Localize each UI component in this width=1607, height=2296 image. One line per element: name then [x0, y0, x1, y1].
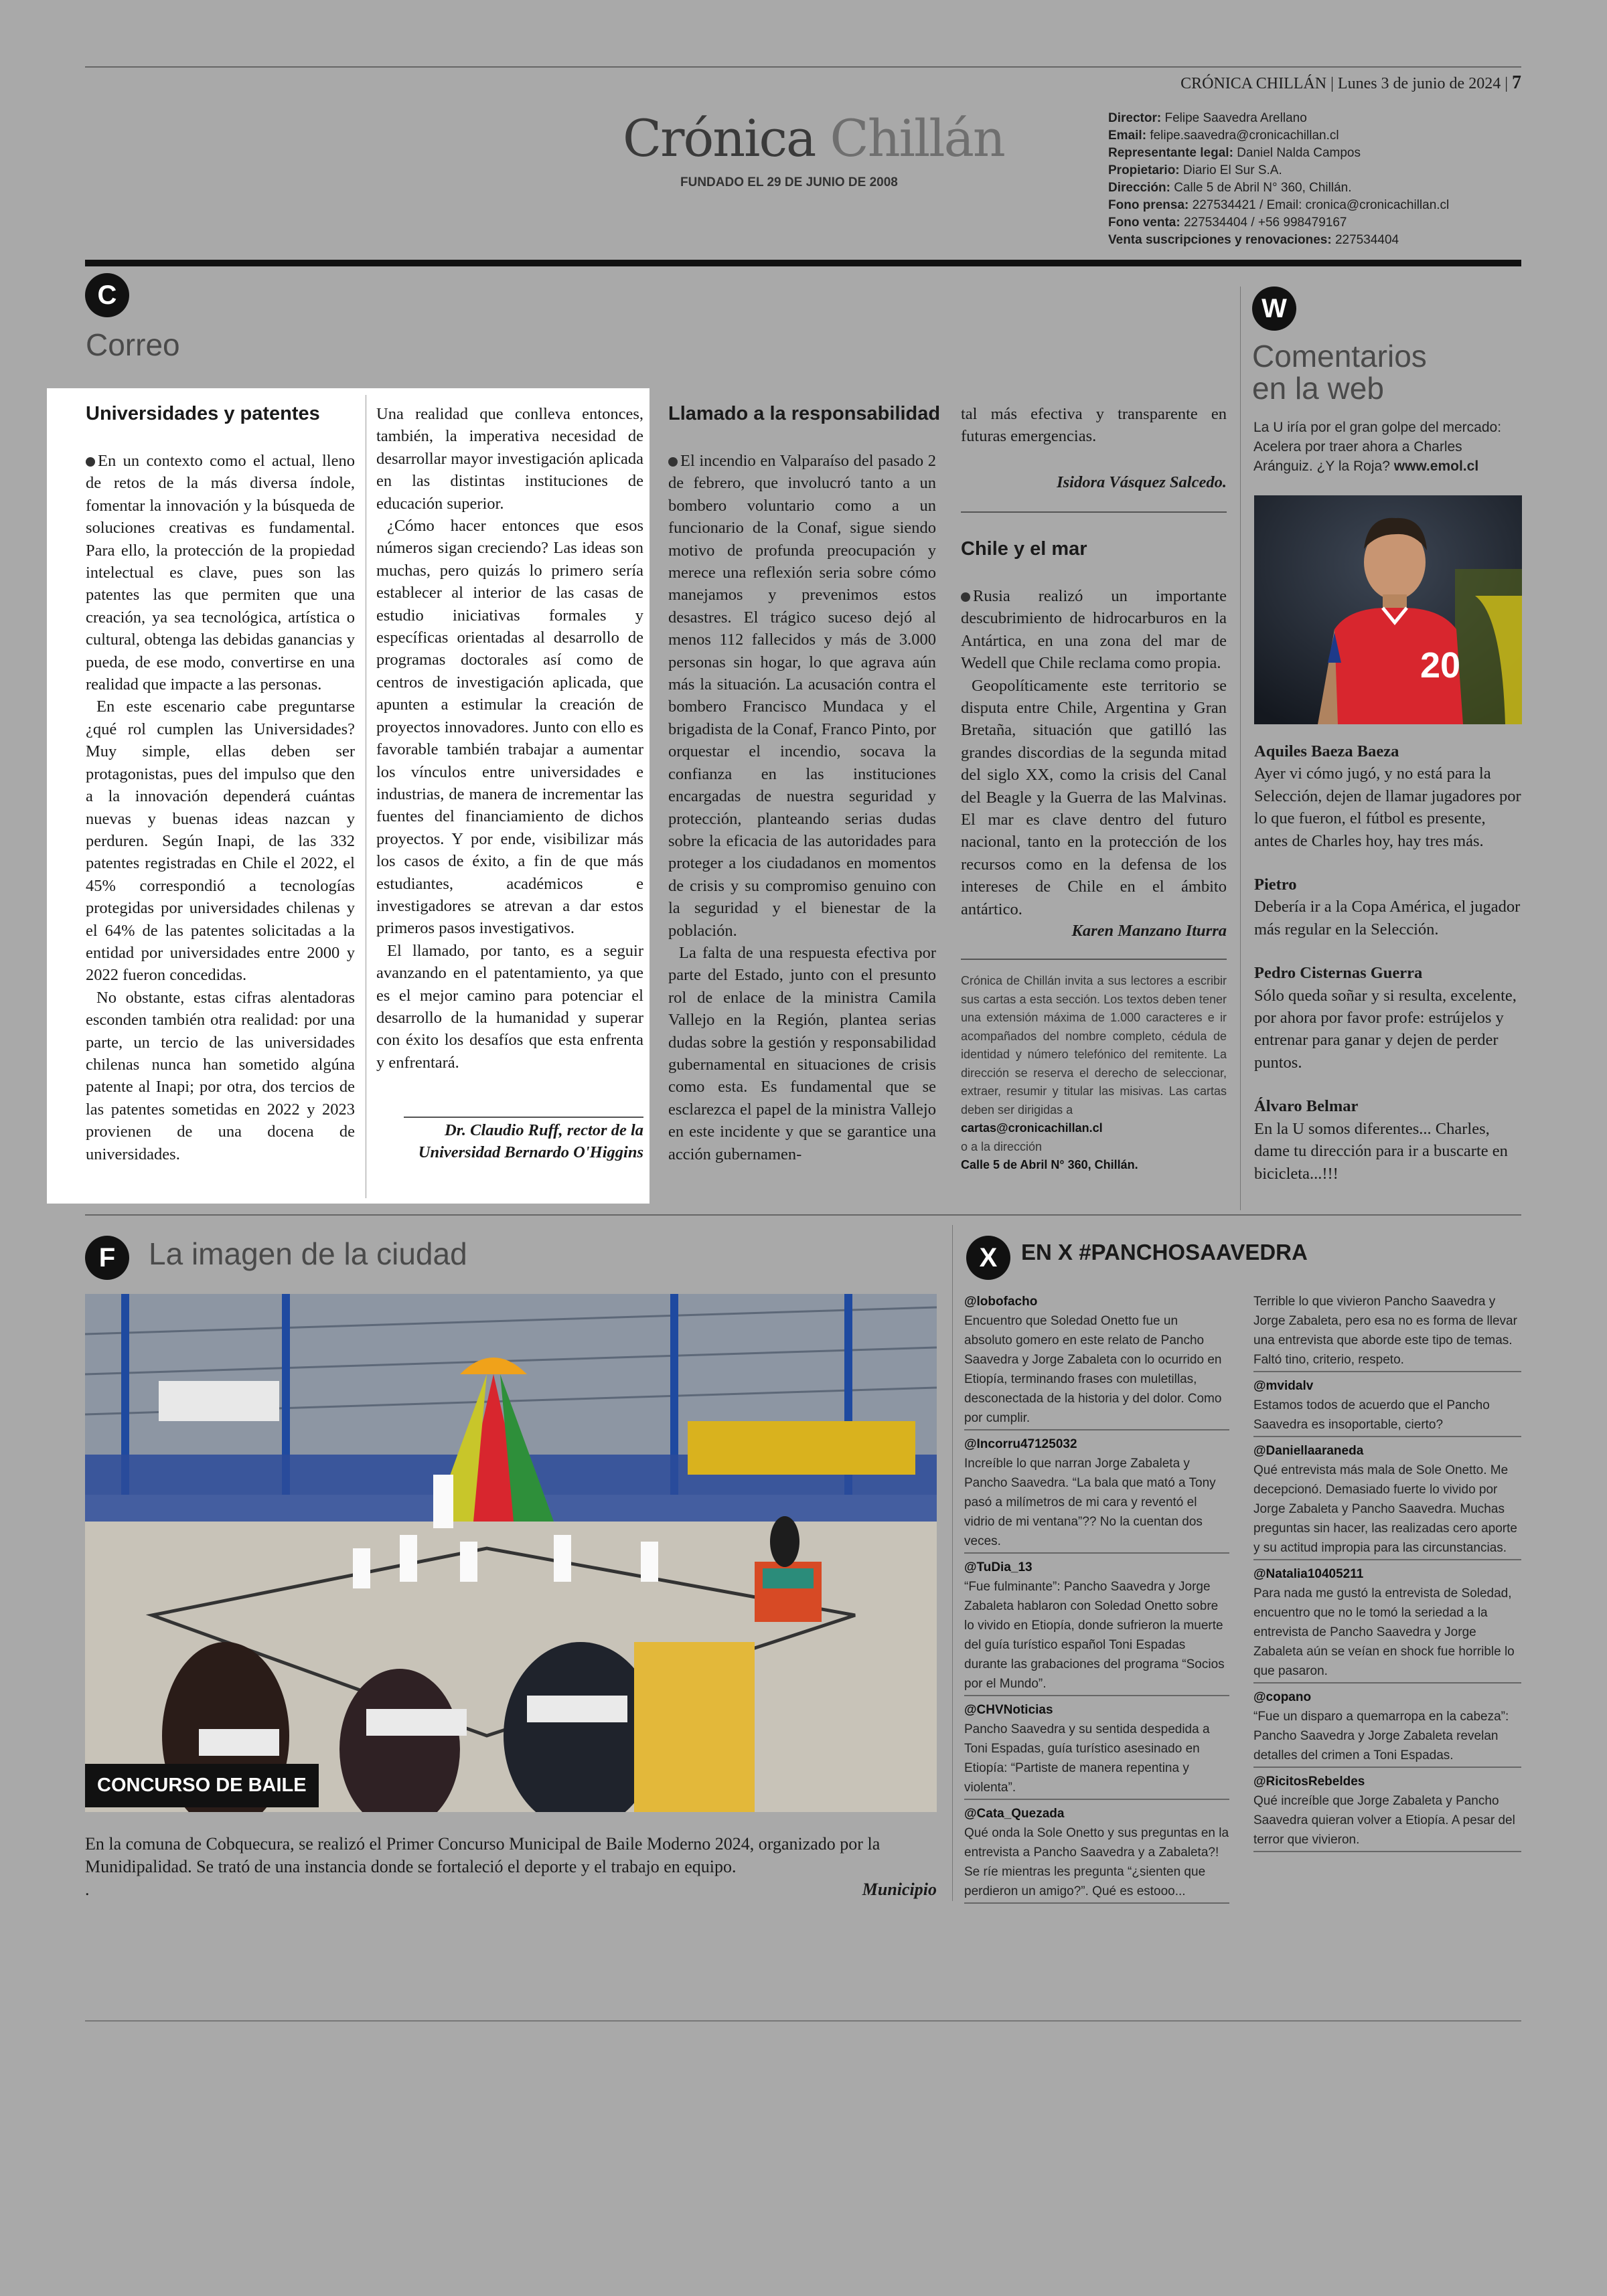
masthead-logo[interactable] — [623, 108, 1004, 168]
tweet-text: Para nada me gustó la entrevista de Soledad, encuentro que no le tomó la seriedad a la entrevista de Pancho Saavedra y Jorge Zabaleta aún se veían en shock fue horrible lo que pasaron. — [1253, 1586, 1515, 1678]
jersey-number: 20 — [1420, 645, 1461, 685]
staff-value: Felipe Saavedra Arellano — [1164, 111, 1307, 125]
letter2-signature: Isidora Vásquez Salcedo. — [1057, 473, 1227, 491]
correo-title: Correo — [86, 327, 180, 362]
web-title — [1252, 340, 1427, 404]
staff-label: Representante legal: — [1108, 146, 1233, 160]
letter1-col1 — [86, 450, 355, 1165]
paragraph-text: En este escenario cabe preguntarse ¿qué rol cumplen las Universidades? Muy simple, ellas deben ser protagonistas, pues del impulso que den a la innovación dependerá cuántas nuevas y buenas ideas nazcan y perduren. Según Inapi, de las 332 patentes registradas en Chile el 2022, el 45% correspondió a tecnologías protegidas por universidades chilenas y el 64% de las patentes solicitadas a la entidad por universidades entre 2000 y 2022 fueron concedidas. — [86, 698, 355, 985]
paragraph — [86, 450, 355, 695]
bullet-dot — [86, 457, 95, 467]
tweet-handle[interactable]: @RicitosRebeldes — [1253, 1775, 1365, 1789]
letter2-title: Llamado a la responsabilidad — [668, 403, 941, 424]
staff-value: felipe.saavedra@cronicachillan.cl — [1150, 129, 1339, 143]
web-comment — [1254, 740, 1522, 852]
paragraph-text: Geopolíticamente este territorio se disputa entre Chile, Argentina y Gran Bretaña, situación que gatilló las grandes discordias de la segunda mitad del siglo XX, como la crisis del Canal del Beagle y la Guerra de las Malvinas. El mar es clave dentro del futuro nacional, tanto en la protección de los recursos como en la defensa de los intereses de Chile en el ámbito antártico. — [961, 676, 1227, 918]
paragraph-text: ¿Cómo hacer entonces que esos números sigan creciendo? Las ideas son muchas, pero quizás lo primero sería establecer al interior de las casas de estudio iniciativas formales y específicas orientadas al desarrollo de programas doctorales así como de centros de investigación aplicada, que apunten a estimular la creación de proyectos innovadores. Junto con ello es favorable también trabajar a aumentar los vínculos entre universidades e industrias, de manera de incrementar las fuentes del financiamiento de dichos proyectos. Y por ende, visibilizar más los casos de éxito, a fin de que más estudiantes, académicos e investigadores se atrevan a dar estos primeros pasos investigativos. — [376, 517, 643, 938]
staff-row — [1108, 179, 1523, 197]
tweet — [1253, 1688, 1521, 1768]
staff-row — [1108, 145, 1523, 162]
tweet — [964, 1558, 1229, 1696]
comment-author: Álvaro Belmar — [1254, 1097, 1359, 1116]
tweet — [964, 1700, 1229, 1800]
paragraph-text: Rusia realizó un importante descubrimiento de hidrocarburos en la Antártica, en una zona del mar de Wedell que Chile reclama como propia. — [961, 587, 1227, 673]
tweet — [1253, 1772, 1521, 1852]
x-col1 — [964, 1292, 1229, 1908]
folio-text: CRÓNICA CHILLÁN | Lunes 3 de junio de 2024 | — [1180, 75, 1508, 92]
web-teaser-text: La U iría por el gran golpe del mercado: Acelera por traer ahora a Charles Aránguiz. ¿Y la Roja? — [1253, 420, 1502, 474]
tweet-intro: Terrible lo que vivieron Pancho Saavedra y Jorge Zabaleta, pero esa no es forma de llevar una entrevista que aborde este tipo de temas. Faltó tino, criterio, respeto. — [1253, 1292, 1521, 1372]
tweet-text: Qué entrevista más mala de Sole Onetto. Me decepcionó. Demasiado fuerte lo vivido por Jorge Zabaleta y Pancho Saavedra. Muchas preguntas sin hacer, las realizadas cero aporte y su actitud impropia para las circunstancias. — [1253, 1463, 1517, 1555]
staff-value: 227534404 / +56 998479167 — [1183, 216, 1347, 230]
bullet-dot — [668, 457, 678, 467]
paragraph-text: El incendio en Valparaíso del pasado 2 de febrero, que involucró tanto a un bombero voluntario como a un funcionario de la Conaf, sigue siendo motivo de profunda preocupación y merece una reflexión seria sobre cómo manejamos y prevenimos estos desastres. El trágico suceso dejó al menos 112 fallecidos y más de 3.000 personas sin hogar, lo que agrava aún más la situación. La acusación contra el bombero Francisco Mundaca y el brigadista de la Conaf, Franco Pinto, por orquestar el incendio, socava la confianza en las instituciones encargadas de nuestra seguridad y protección, planteando serias dudas sobre la eficacia de las autoridades para proteger a los ciudadanos en momentos de crisis y su compromiso genuino con la seguridad y el bienestar de la población. — [668, 452, 936, 940]
tweet — [964, 1434, 1229, 1554]
staff-row — [1108, 214, 1523, 232]
web-comment — [1254, 962, 1522, 1074]
photo-caption — [85, 1833, 937, 1901]
tweet — [964, 1804, 1229, 1904]
x-badge: X — [966, 1236, 1010, 1280]
letter3-title: Chile y el mar — [961, 538, 1087, 560]
staff-label: Email: — [1108, 129, 1147, 143]
paragraph — [376, 515, 643, 940]
notice-or: o a la dirección — [961, 1139, 1043, 1153]
paragraph-text: No obstante, estas cifras alentadoras esconden también otra realidad: por una parte, un tercio de las universidades chilenas nunca han sometido algúna patente al Inapi; por otra, dos tercios de las patentes sometidas en 2022 y 2023 provienen de una docena de universidades. — [86, 988, 355, 1163]
paragraph — [376, 940, 643, 1074]
letters-notice — [961, 972, 1227, 1175]
tweet-handle[interactable]: @Cata_Quezada — [964, 1807, 1065, 1821]
web-comment — [1254, 874, 1522, 940]
notice-email[interactable]: cartas@cronicachillan.cl — [961, 1121, 1103, 1135]
tweet-handle[interactable]: @copano — [1253, 1690, 1312, 1704]
letter1-col2 — [376, 403, 643, 1074]
tweet-handle[interactable]: @mvidalv — [1253, 1379, 1314, 1393]
logo-cronica: Crónica — [623, 108, 816, 168]
comment-text: En la U somos diferentes... Charles, dame tu dirección para ir a buscarte en bicicleta...!!! — [1254, 1119, 1508, 1183]
web-badge: W — [1252, 286, 1296, 331]
comment-author: Pietro — [1254, 876, 1297, 894]
comment-author: Aquiles Baeza Baeza — [1254, 742, 1399, 760]
staff-row — [1108, 162, 1523, 179]
tweet-text: Encuentro que Soledad Onetto fue un absoluto gomero en este relato de Pancho Saavedra y Jorge Zabaleta con lo ocurrido en Etiopía, terminando frases con muletillas, desconectada de la historia y del dolor. Como por cumplir. — [964, 1314, 1222, 1425]
tweet-handle[interactable]: @Daniellaaraneda — [1253, 1444, 1364, 1458]
tweet — [1253, 1376, 1521, 1437]
paragraph — [961, 675, 1227, 920]
staff-row — [1108, 127, 1523, 145]
staff-label: Propietario: — [1108, 163, 1180, 177]
x-title: EN X #PANCHOSAAVEDRA — [1021, 1240, 1308, 1264]
staff-label: Dirección: — [1108, 181, 1170, 195]
staff-box — [1108, 110, 1523, 249]
staff-label: Fono venta: — [1108, 216, 1180, 230]
paragraph — [86, 695, 355, 986]
photo-label: CONCURSO DE BAILE — [85, 1764, 319, 1807]
staff-label: Fono prensa: — [1108, 198, 1189, 212]
paragraph-text: Una realidad que conlleva entonces, también, la imperativa necesidad de desarrollar mayor investigación aplicada en las distintas instituciones de educación superior. — [376, 405, 643, 513]
comment-text: Debería ir a la Copa América, el jugador más regular en la Selección. — [1254, 898, 1521, 938]
web-teaser — [1253, 418, 1521, 476]
paragraph — [376, 403, 643, 515]
tweet-handle[interactable]: @CHVNoticias — [964, 1703, 1053, 1717]
tweet — [1253, 1441, 1521, 1560]
staff-value: 227534421 / Email: cronica@cronicachillan.cl — [1192, 198, 1450, 212]
letter3-signature: Karen Manzano Iturra — [1071, 922, 1227, 940]
web-title-line1: Comentarios — [1252, 339, 1427, 374]
tweet-handle[interactable]: @lobofacho — [964, 1295, 1038, 1309]
tweet-text: Increíble lo que narran Jorge Zabaleta y Pancho Saavedra. “La bala que mató a Tony pasó a milímetros de mi cara y reventó el vidrio de mi ventana”?? No la cuentan dos veces. — [964, 1457, 1216, 1548]
tweet-text: Pancho Saavedra y su sentida despedida a Toni Espadas, guía turístico asesinado en Etiopía: “Partiste de manera repentina y violenta”. — [964, 1722, 1210, 1795]
paragraph-text: La falta de una respuesta efectiva por parte del Estado, junto con el presunto rol de enlace de la ministra Camila Vallejo en la Región, plantea serias dudas sobre la gestión y responsabilidad gubernamental en situaciones de crisis como esta. Es fundamental que se esclarezca el papel de la ministra Vallejo en este incidente y que se garantice una acción gubernamen- — [668, 943, 936, 1163]
staff-label: Venta suscripciones y renovaciones: — [1108, 233, 1332, 247]
web-comment — [1254, 1095, 1522, 1185]
staff-row — [1108, 197, 1523, 214]
paragraph-text: En un contexto como el actual, lleno de retos de la más diversa índole, fomentar la innovación y la búsqueda de soluciones creativas es fundamental. Para ello, la protección de la propiedad intelectual es clave, pues son las patentes las que permiten que una creación, ya sea tecnológica, artística o cultural, obtenga las debidas ganancias y pueda, de ese modo, convertirse en una realidad que impacte a las personas. — [86, 452, 355, 694]
tweet-text: “Fue un disparo a quemarropa en la cabeza”: Pancho Saavedra y Jorge Zabaleta revelan detalles del crimen a Toni Espadas. — [1253, 1710, 1509, 1762]
paragraph-text: El llamado, por tanto, es a seguir avanzando en el patentamiento, ya que es el mejor camino para potenciar el desarrollo de la humanidad y superar con éxito los desafíos que esta enfrenta y enfrentará. — [376, 941, 643, 1072]
logo-chillan: Chillán — [830, 108, 1004, 168]
caption-dot: . — [85, 1880, 90, 1899]
page-number: 7 — [1512, 72, 1521, 93]
web-teaser-link[interactable]: www.emol.cl — [1393, 459, 1479, 474]
tweet-text: “Fue fulminante”: Pancho Saavedra y Jorge Zabaleta hablaron con Soledad Onetto sobre lo vivido en Etiopía, donde sufrieron la muerte del guía turístico español Toni Espadas durante las grabaciones del programa “Socios por el Mundo”. — [964, 1580, 1225, 1691]
imagen-title: La imagen de la ciudad — [149, 1236, 467, 1271]
founded-line: FUNDADO EL 29 DE JUNIO DE 2008 — [680, 175, 898, 189]
tweet-text: Estamos todos de acuerdo que el Pancho Saavedra es insoportable, cierto? — [1253, 1398, 1490, 1432]
notice-address: Calle 5 de Abril N° 360, Chillán. — [961, 1158, 1138, 1171]
tweet — [964, 1292, 1229, 1430]
caption-text: En la comuna de Cobquecura, se realizó el Primer Concurso Municipal de Baile Moderno 2024, organizado por la Munidipalidad. Se trató de una instancia donde se fortaleció el deporte y el trabajo en equipo. — [85, 1834, 881, 1876]
letter1-signature: Dr. Claudio Ruff, rector de la Universidad Bernardo O'Higgins — [418, 1121, 643, 1161]
staff-row — [1108, 232, 1523, 249]
staff-value: Daniel Nalda Campos — [1237, 146, 1361, 160]
tweet-text: Qué increíble que Jorge Zabaleta y Pancho Saavedra quieran volver a Etiopía. A pesar del terror que vivieron. — [1253, 1794, 1515, 1847]
player-illustration — [1254, 495, 1522, 724]
imagen-badge: F — [85, 1236, 129, 1280]
tweet-text: Qué onda la Sole Onetto y sus preguntas en la entrevista a Pancho Saavedra y a Zabaleta?! Se ríe mientras les pregunta “¿sienten que perdieron un amigo?”. Qué es estooo... — [964, 1826, 1229, 1898]
letter3-body — [961, 585, 1227, 920]
dance-photo — [85, 1294, 937, 1812]
staff-label: Director: — [1108, 111, 1162, 125]
comment-text: Sólo queda soñar y si resulta, excelente, por ahora por favor profe: estrújelos y entrenar para ganar y dejen de perder puntos. — [1254, 986, 1517, 1072]
x-col2 — [1253, 1292, 1521, 1856]
paragraph — [86, 987, 355, 1165]
letter1-title: Universidades y patentes — [86, 403, 320, 424]
comment-text: Ayer vi cómo jugó, y no está para la Selección, dejen de llamar jugadores por lo que fueron, el fútbol es presente, antes de Charles hoy, hay tres más. — [1254, 764, 1521, 850]
notice-text: Crónica de Chillán invita a sus lectores a escribir sus cartas a esta sección. Los textos deben tener una extensión máxima de 1.000 caracteres e ir acompañados del nombre completo, cédula de identidad y número telefónico del remitente. La dirección se reserva el derecho de seleccionar, extraer, resumir y titular las misivas. Las cartas deben ser dirigidas a — [961, 974, 1227, 1117]
paragraph — [961, 585, 1227, 675]
comment-author: Pedro Cisternas Guerra — [1254, 964, 1423, 983]
web-title-line2: en la web — [1252, 371, 1384, 406]
staff-value: Calle 5 de Abril N° 360, Chillán. — [1174, 181, 1352, 195]
tweet-handle[interactable]: @Natalia10405211 — [1253, 1567, 1364, 1581]
correo-badge: C — [85, 273, 129, 317]
letter2-col2-cont: tal más efectiva y transparente en futuras emergencias. — [961, 405, 1227, 446]
player-photo — [1254, 495, 1522, 724]
dance-contest-illustration — [85, 1294, 937, 1812]
tweet-handle[interactable]: @TuDia_13 — [964, 1560, 1032, 1574]
staff-value: 227534404 — [1334, 233, 1399, 247]
letter2-col1 — [668, 450, 936, 1165]
paragraph — [668, 450, 936, 942]
staff-row — [1108, 110, 1523, 127]
folio — [1180, 72, 1521, 94]
staff-value: Diario El Sur S.A. — [1182, 163, 1282, 177]
paragraph — [668, 942, 936, 1165]
tweet-handle[interactable]: @Incorru47125032 — [964, 1437, 1077, 1451]
photo-credit: Municipio — [862, 1880, 937, 1899]
bullet-dot — [961, 592, 970, 602]
web-comments — [1254, 740, 1522, 1206]
tweet — [1253, 1564, 1521, 1684]
